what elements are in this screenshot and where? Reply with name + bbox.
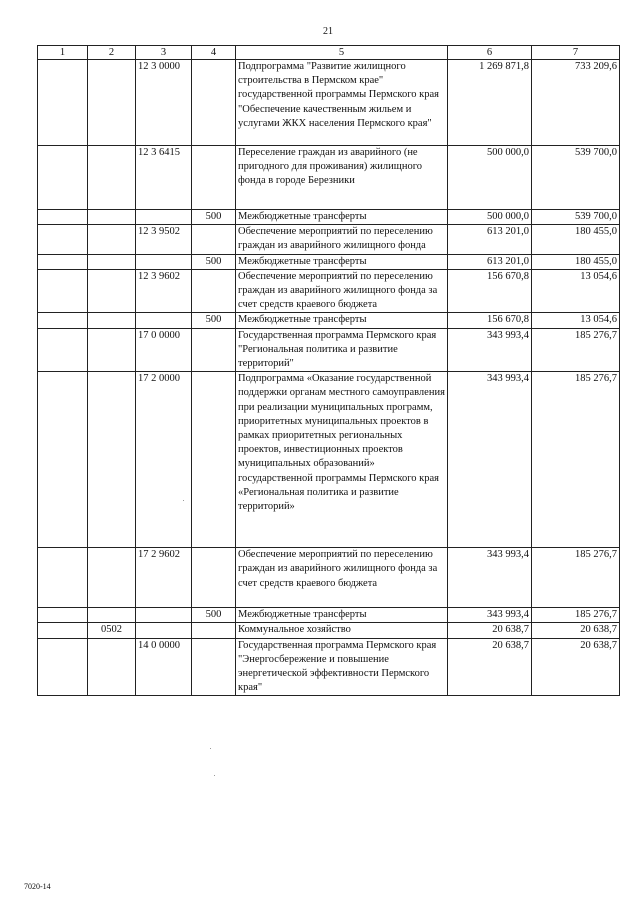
cell-amount-1: 500 000,0 bbox=[448, 210, 532, 225]
cell-expense-type bbox=[192, 548, 236, 608]
cell-amount-1: 343 993,4 bbox=[448, 608, 532, 623]
cell-amount-2: 185 276,7 bbox=[532, 372, 620, 548]
table-row bbox=[38, 608, 620, 623]
cell-name: Обеспечение мероприятий по переселению граждан из аварийного жилищного фонда за счет средств краевого бюджета bbox=[236, 548, 448, 608]
cell-expense-type bbox=[192, 225, 236, 254]
table-row bbox=[38, 372, 620, 548]
table-row bbox=[38, 269, 620, 313]
column-header: 4 bbox=[192, 46, 236, 60]
cell-target-code: 12 3 6415 bbox=[136, 146, 192, 210]
cell-amount-2: 185 276,7 bbox=[532, 608, 620, 623]
cell-amount-1: 343 993,4 bbox=[448, 548, 532, 608]
cell-chapter bbox=[38, 372, 88, 548]
cell-expense-type bbox=[192, 328, 236, 372]
cell-target-code: 12 3 9602 bbox=[136, 269, 192, 313]
cell-target-code: 17 2 9602 bbox=[136, 548, 192, 608]
cell-chapter bbox=[38, 548, 88, 608]
column-header: 6 bbox=[448, 46, 532, 60]
column-header: 3 bbox=[136, 46, 192, 60]
table-row bbox=[38, 548, 620, 608]
budget-table bbox=[37, 45, 620, 696]
cell-section bbox=[88, 548, 136, 608]
column-header: 7 bbox=[532, 46, 620, 60]
cell-section bbox=[88, 608, 136, 623]
cell-name: Коммунальное хозяйство bbox=[236, 623, 448, 638]
cell-chapter bbox=[38, 146, 88, 210]
cell-name: Государственная программа Пермского края "Энергосбережение и повышение энергетической эффективности Пермского края" bbox=[236, 638, 448, 696]
cell-amount-2: 20 638,7 bbox=[532, 623, 620, 638]
cell-expense-type: 500 bbox=[192, 254, 236, 269]
cell-section bbox=[88, 372, 136, 548]
column-header: 5 bbox=[236, 46, 448, 60]
scan-speck bbox=[214, 775, 215, 776]
cell-name: Подпрограмма «Оказание государственной поддержки органам местного самоуправления при реализации муниципальных программ, приоритетных муниципальных проектов в рамках приоритетных региональных проектов, инвестиционных проектов муниципальных образований» государственной программы Пермского края «Региональная политика и развитие территорий» bbox=[236, 372, 448, 548]
cell-chapter bbox=[38, 60, 88, 146]
cell-name: Межбюджетные трансферты bbox=[236, 210, 448, 225]
cell-expense-type: 500 bbox=[192, 313, 236, 328]
cell-target-code: 14 0 0000 bbox=[136, 638, 192, 696]
cell-chapter bbox=[38, 608, 88, 623]
cell-amount-2: 733 209,6 bbox=[532, 60, 620, 146]
table-row bbox=[38, 328, 620, 372]
cell-target-code: 17 2 0000 bbox=[136, 372, 192, 548]
cell-name: Межбюджетные трансферты bbox=[236, 608, 448, 623]
cell-amount-2: 20 638,7 bbox=[532, 638, 620, 696]
cell-name: Межбюджетные трансферты bbox=[236, 313, 448, 328]
cell-chapter bbox=[38, 210, 88, 225]
cell-name: Переселение граждан из аварийного (не пригодного для проживания) жилищного фонда в городе Березники bbox=[236, 146, 448, 210]
cell-section bbox=[88, 269, 136, 313]
cell-target-code bbox=[136, 254, 192, 269]
table-row bbox=[38, 146, 620, 210]
cell-section bbox=[88, 60, 136, 146]
cell-chapter bbox=[38, 623, 88, 638]
cell-amount-1: 1 269 871,8 bbox=[448, 60, 532, 146]
cell-amount-2: 13 054,6 bbox=[532, 269, 620, 313]
cell-expense-type bbox=[192, 372, 236, 548]
cell-chapter bbox=[38, 225, 88, 254]
table-row bbox=[38, 60, 620, 146]
cell-amount-2: 185 276,7 bbox=[532, 328, 620, 372]
cell-amount-1: 343 993,4 bbox=[448, 328, 532, 372]
page-number: 21 bbox=[323, 26, 333, 37]
cell-amount-2: 185 276,7 bbox=[532, 548, 620, 608]
cell-amount-1: 613 201,0 bbox=[448, 225, 532, 254]
cell-name: Обеспечение мероприятий по переселению граждан из аварийного жилищного фонда bbox=[236, 225, 448, 254]
scan-speck bbox=[183, 500, 184, 501]
table-row bbox=[38, 623, 620, 638]
cell-target-code: 17 0 0000 bbox=[136, 328, 192, 372]
cell-amount-1: 156 670,8 bbox=[448, 313, 532, 328]
cell-section bbox=[88, 146, 136, 210]
cell-section: 0502 bbox=[88, 623, 136, 638]
table-row bbox=[38, 254, 620, 269]
cell-name: Обеспечение мероприятий по переселению граждан из аварийного жилищного фонда за счет средств краевого бюджета bbox=[236, 269, 448, 313]
cell-amount-2: 180 455,0 bbox=[532, 254, 620, 269]
cell-chapter bbox=[38, 269, 88, 313]
cell-amount-1: 156 670,8 bbox=[448, 269, 532, 313]
header-row bbox=[38, 46, 620, 60]
cell-amount-1: 500 000,0 bbox=[448, 146, 532, 210]
table-row bbox=[38, 638, 620, 696]
cell-name: Межбюджетные трансферты bbox=[236, 254, 448, 269]
cell-section bbox=[88, 313, 136, 328]
cell-name: Государственная программа Пермского края "Региональная политика и развитие территорий" bbox=[236, 328, 448, 372]
column-header: 1 bbox=[38, 46, 88, 60]
cell-chapter bbox=[38, 254, 88, 269]
table-row bbox=[38, 225, 620, 254]
cell-section bbox=[88, 638, 136, 696]
table-row bbox=[38, 210, 620, 225]
cell-chapter bbox=[38, 313, 88, 328]
cell-expense-type: 500 bbox=[192, 608, 236, 623]
cell-amount-2: 180 455,0 bbox=[532, 225, 620, 254]
cell-amount-1: 20 638,7 bbox=[448, 638, 532, 696]
cell-expense-type: 500 bbox=[192, 210, 236, 225]
cell-chapter bbox=[38, 638, 88, 696]
cell-section bbox=[88, 225, 136, 254]
cell-amount-2: 539 700,0 bbox=[532, 146, 620, 210]
cell-chapter bbox=[38, 328, 88, 372]
cell-expense-type bbox=[192, 269, 236, 313]
cell-name: Подпрограмма "Развитие жилищного строительства в Пермском крае" государственной программы Пермского края "Обеспечение качественным жильем и услугами ЖКХ населения Пермского края" bbox=[236, 60, 448, 146]
scan-speck bbox=[210, 748, 211, 749]
cell-target-code: 12 3 0000 bbox=[136, 60, 192, 146]
cell-target-code bbox=[136, 608, 192, 623]
cell-amount-1: 20 638,7 bbox=[448, 623, 532, 638]
cell-expense-type bbox=[192, 60, 236, 146]
document-code: 7020-14 bbox=[24, 882, 51, 891]
cell-amount-1: 613 201,0 bbox=[448, 254, 532, 269]
cell-section bbox=[88, 328, 136, 372]
cell-target-code: 12 3 9502 bbox=[136, 225, 192, 254]
cell-target-code bbox=[136, 313, 192, 328]
cell-section bbox=[88, 254, 136, 269]
cell-section bbox=[88, 210, 136, 225]
column-header: 2 bbox=[88, 46, 136, 60]
cell-expense-type bbox=[192, 638, 236, 696]
cell-expense-type bbox=[192, 623, 236, 638]
cell-amount-1: 343 993,4 bbox=[448, 372, 532, 548]
table-row bbox=[38, 313, 620, 328]
cell-target-code bbox=[136, 210, 192, 225]
cell-expense-type bbox=[192, 146, 236, 210]
cell-target-code bbox=[136, 623, 192, 638]
cell-amount-2: 13 054,6 bbox=[532, 313, 620, 328]
cell-amount-2: 539 700,0 bbox=[532, 210, 620, 225]
